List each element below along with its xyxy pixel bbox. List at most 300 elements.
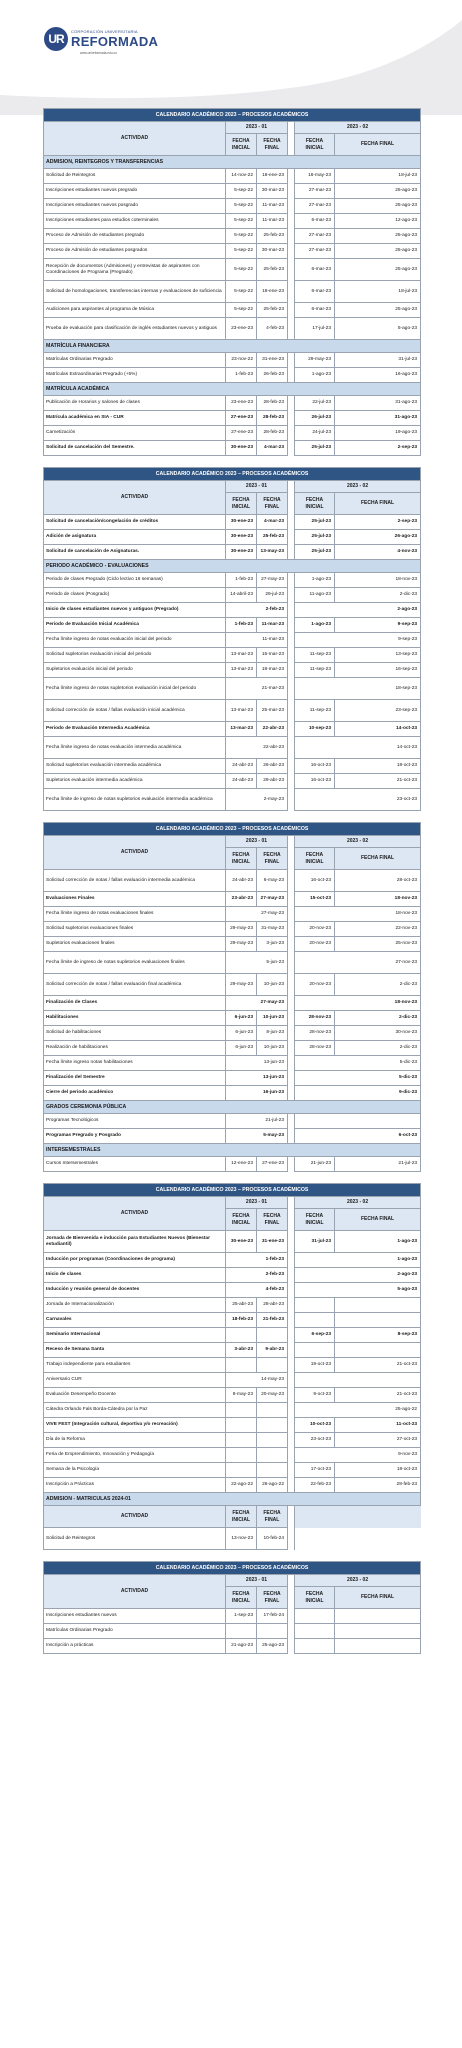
- activity-cell: Matrículas Extraordinarias Pregrado (+5%): [44, 368, 226, 383]
- date-cell: [257, 1624, 288, 1639]
- date-cell: 5-sep-22: [226, 199, 257, 214]
- header-periods-row: [44, 481, 421, 493]
- table-row: [44, 774, 421, 789]
- period-1-header: 2023 - 01: [226, 1575, 288, 1587]
- date-cell: 11-mar-23: [257, 618, 288, 633]
- activity-cell: Solicitud de cancelación/congelación de créditos: [44, 515, 226, 530]
- activity-cell: Solicitud de cancelación del Semestre.: [44, 441, 226, 456]
- period-2-header: 2023 - 02: [295, 1197, 421, 1209]
- table-row: [44, 1403, 421, 1418]
- date-cell: 30-ene-23: [226, 530, 257, 545]
- logo-subtitle: CORPORACIÓN UNIVERSITARIA: [71, 29, 138, 34]
- date-cell: 28-nov-23: [295, 1011, 335, 1026]
- date-cell: 14-nov-22: [226, 169, 257, 184]
- date-cell: 25-jul-23: [295, 545, 335, 560]
- table-row: [44, 244, 421, 259]
- section-header-row: [44, 1101, 421, 1114]
- date-cell: 2-dic-23: [335, 974, 421, 996]
- date-cell: 26-feb-23: [257, 368, 288, 383]
- table-row: [44, 214, 421, 229]
- table-row: [44, 1418, 421, 1433]
- section-header-row: [44, 156, 421, 169]
- activity-header: ACTIVIDAD: [44, 1506, 226, 1528]
- period-1-header: 2023 - 01: [226, 122, 288, 134]
- activity-cell: Fecha límite ingreso de notas evaluación inicial del periodo: [44, 633, 226, 648]
- activity-cell: Carnavales: [44, 1313, 226, 1328]
- section-title: ADMISION - MATRICULAS 2024-01: [44, 1493, 421, 1506]
- date-cell: 6-mar-23: [295, 259, 335, 281]
- date-cell: 23-sep-23: [335, 700, 421, 722]
- date-cell: 11-mar-23: [226, 633, 288, 648]
- date-cell: 11-sep-23: [295, 700, 335, 722]
- activity-cell: Feria de Emprendimiento, Innovación y Pedagogía: [44, 1448, 226, 1463]
- date-cell: [226, 1403, 257, 1418]
- table-row: [44, 1433, 421, 1448]
- table-row: [44, 1114, 421, 1129]
- date-cell: 17-oct-23: [295, 1463, 335, 1478]
- date-cell: [295, 1313, 335, 1328]
- activity-cell: Inducción y reunión general de docentes: [44, 1283, 226, 1298]
- date-cell: 23-oct-23: [295, 789, 421, 811]
- date-cell: 8-sep-23: [335, 1328, 421, 1343]
- date-cell: 16-jun-23: [226, 1086, 288, 1101]
- date-cell: 9-nov-23: [295, 1448, 421, 1463]
- table-row: [44, 1298, 421, 1313]
- date-cell: 10-oct-23: [295, 1418, 335, 1433]
- date-cell: [257, 1448, 288, 1463]
- date-cell: 5-dic-23: [295, 1056, 421, 1071]
- table-row: [44, 678, 421, 700]
- date-cell: 27-mar-23: [295, 244, 335, 259]
- activity-cell: Realización de habilitaciones: [44, 1041, 226, 1056]
- fecha-inicial-header: FECHA INICIAL: [295, 134, 335, 156]
- calendar-table: [43, 822, 421, 1172]
- date-cell: 24-abr-23: [226, 870, 257, 892]
- date-cell: 9-sep-23: [295, 633, 421, 648]
- activity-cell: Inscripciones estudiantes nuevos posgrado: [44, 199, 226, 214]
- table-row: [44, 1086, 421, 1101]
- date-cell: 16-oct-23: [295, 870, 335, 892]
- activity-cell: Supletorios evaluación intermedia académica: [44, 774, 226, 789]
- table-row: [44, 545, 421, 560]
- date-cell: 5-sep-22: [226, 229, 257, 244]
- fecha-final-header: FECHA FINAL: [257, 848, 288, 870]
- date-cell: 28-nov-23: [295, 1026, 335, 1041]
- table-row: [44, 737, 421, 759]
- section-title: ADMISION, REINTEGROS Y TRANSFERENCIAS: [44, 156, 421, 169]
- period-2-header: 2023 - 02: [295, 481, 421, 493]
- date-cell: 6-sep-23: [295, 1328, 335, 1343]
- fecha-inicial-header: FECHA INICIAL: [226, 493, 257, 515]
- date-cell: 29-may-23: [226, 937, 257, 952]
- date-cell: 31-jul-23: [295, 1231, 335, 1253]
- calendar-table: [43, 1561, 421, 1654]
- activity-cell: Fecha límite ingreso de notas supletorios evaluación inicial del periodo: [44, 678, 226, 700]
- logo-url: www.unireformada.edu.co: [80, 51, 117, 55]
- date-cell: 16-oct-23: [295, 774, 335, 789]
- date-cell: 25-ago-23: [335, 259, 421, 281]
- date-cell: 31-ago-23: [335, 396, 421, 411]
- date-cell: 2-dic-23: [335, 1041, 421, 1056]
- date-cell: 10-jun-23: [257, 974, 288, 996]
- table-row: [44, 952, 421, 974]
- date-cell: 27-mar-23: [295, 229, 335, 244]
- date-cell: 16-ago-23: [335, 368, 421, 383]
- activity-cell: Solicitud corrección de notas / fallas evaluación final académica: [44, 974, 226, 996]
- date-cell: 20-nov-23: [295, 937, 335, 952]
- fecha-inicial-header: FECHA INICIAL: [295, 1209, 335, 1231]
- activity-cell: Periodo de clases Pregrado (Ciclo lectivo 16 semanas): [44, 573, 226, 588]
- date-cell: 13-mar-23: [226, 700, 257, 722]
- date-cell: 29-may-23: [226, 974, 257, 996]
- date-cell: [295, 1298, 335, 1313]
- date-cell: [226, 1358, 257, 1373]
- activity-cell: Trabajo independiente para estudiantes: [44, 1358, 226, 1373]
- date-cell: 30-mar-23: [257, 184, 288, 199]
- table-row: [44, 870, 421, 892]
- fecha-final-header: FECHA FINAL: [257, 493, 288, 515]
- table-row: [44, 922, 421, 937]
- date-cell: 21-ago-23: [226, 1639, 257, 1654]
- date-cell: 25-mar-23: [257, 700, 288, 722]
- activity-cell: Aniversario CUR: [44, 1373, 226, 1388]
- calendar-title: CALENDARIO ACADÉMICO 2023 – PROCESOS ACADÉMICOS: [44, 109, 421, 122]
- fecha-final-header: FECHA FINAL: [335, 493, 421, 515]
- academic-calendar: [43, 108, 420, 1665]
- fecha-inicial-header: FECHA INICIAL: [295, 493, 335, 515]
- activity-cell: Fecha límite ingreso notas habilitaciones: [44, 1056, 226, 1071]
- date-cell: 5-sep-22: [226, 259, 257, 281]
- fecha-inicial-header: FECHA INICIAL: [226, 134, 257, 156]
- activity-cell: Inscripciones estudiantes nuevos: [44, 1609, 226, 1624]
- date-cell: 18-ene-23: [257, 281, 288, 303]
- date-cell: 15-mar-23: [257, 648, 288, 663]
- header-periods-row: [44, 836, 421, 848]
- date-cell: [257, 1418, 288, 1433]
- date-cell: 25-ago-23: [335, 244, 421, 259]
- date-cell: 2-feb-23: [226, 1268, 288, 1283]
- table-row: [44, 1056, 421, 1071]
- period-2-header: 2023 - 02: [295, 1575, 421, 1587]
- fecha-inicial-header: FECHA INICIAL: [226, 1506, 257, 1528]
- date-cell: 18-nov-23: [335, 892, 421, 907]
- date-cell: 21-oct-23: [335, 1388, 421, 1403]
- date-cell: 26-ago-23: [335, 530, 421, 545]
- header-periods-row: [44, 1197, 421, 1209]
- table-row: [44, 573, 421, 588]
- date-cell: [295, 1343, 335, 1358]
- activity-header: ACTIVIDAD: [44, 122, 226, 156]
- fecha-final-header: FECHA FINAL: [257, 1209, 288, 1231]
- date-cell: 25-ago-23: [257, 1639, 288, 1654]
- date-cell: 27-may-23: [226, 996, 288, 1011]
- date-cell: 16-may-23: [295, 169, 335, 184]
- date-cell: 6-oct-23: [295, 1129, 421, 1144]
- date-cell: [335, 1343, 421, 1358]
- date-cell: 21-oct-23: [335, 774, 421, 789]
- date-cell: 20-nov-23: [295, 922, 335, 937]
- date-cell: 6-mar-23: [295, 281, 335, 303]
- activity-header: ACTIVIDAD: [44, 1197, 226, 1231]
- date-cell: 25-feb-23: [257, 259, 288, 281]
- date-cell: 29-may-23: [226, 922, 257, 937]
- date-cell: 25-jul-23: [295, 441, 335, 456]
- date-cell: 1-feb-23: [226, 368, 257, 383]
- table-row: [44, 618, 421, 633]
- date-cell: 21-jul-23: [226, 1114, 288, 1129]
- date-cell: 25-ago-23: [335, 303, 421, 318]
- activity-cell: Cierre del periodo académico: [44, 1086, 226, 1101]
- date-cell: 18-nov-23: [295, 907, 421, 922]
- date-cell: 13-may-23: [257, 545, 288, 560]
- table-row: [44, 1328, 421, 1343]
- date-cell: 5-ago-23: [295, 1283, 421, 1298]
- date-cell: 20-may-23: [257, 1388, 288, 1403]
- period-1-header: 2023 - 01: [226, 836, 288, 848]
- date-cell: 11-ago-23: [295, 588, 335, 603]
- activity-cell: Jornada de Internacionalización: [44, 1298, 226, 1313]
- section-title: GRADOS CEREMONIA PÚBLICA: [44, 1101, 421, 1114]
- logo-name: REFORMADA: [71, 34, 159, 49]
- table-row: [44, 1373, 421, 1388]
- activity-cell: Supletorios evaluaciones finales: [44, 937, 226, 952]
- table-row: [44, 996, 421, 1011]
- activity-cell: Solicitud corrección de notas / fallas evaluación intermedia académica: [44, 870, 226, 892]
- fecha-final-header: FECHA FINAL: [257, 1506, 288, 1528]
- table-row: [44, 1313, 421, 1328]
- date-cell: 18-mar-23: [257, 663, 288, 678]
- date-cell: 1-feb-23: [226, 618, 257, 633]
- date-cell: 18-jul-23: [335, 281, 421, 303]
- table-row: [44, 1283, 421, 1298]
- date-cell: 19-ago-23: [335, 426, 421, 441]
- date-cell: 1-ago-23: [295, 573, 335, 588]
- table-row: [44, 648, 421, 663]
- date-cell: 14-oct-23: [295, 737, 421, 759]
- table-row: [44, 281, 421, 303]
- date-cell: [226, 1328, 257, 1343]
- date-cell: 5-ago-23: [335, 318, 421, 340]
- date-cell: 10-feb-24: [257, 1528, 288, 1550]
- date-cell: 4-feb-23: [226, 1283, 288, 1298]
- date-cell: 11-sep-23: [295, 648, 335, 663]
- date-cell: 20-nov-23: [295, 974, 335, 996]
- activity-cell: Proceso de Admisión de estudiantes posgrados: [44, 244, 226, 259]
- date-cell: 9-abr-23: [257, 1343, 288, 1358]
- fecha-inicial-header: FECHA INICIAL: [226, 1209, 257, 1231]
- date-cell: 11-oct-23: [335, 1418, 421, 1433]
- activity-cell: Solicitud de cancelación de Asignaturas.: [44, 545, 226, 560]
- activity-cell: Prueba de evaluación para clasificación de inglés estudiantes nuevos y antiguos: [44, 318, 226, 340]
- activity-cell: Fecha límite ingreso de notas evaluación intermedia académica: [44, 737, 226, 759]
- period-1-header: 2023 - 01: [226, 1197, 288, 1209]
- section-header-row: [44, 340, 421, 353]
- date-cell: [335, 1298, 421, 1313]
- date-cell: 30-nov-23: [335, 1026, 421, 1041]
- date-cell: 25-ago-23: [335, 199, 421, 214]
- date-cell: 18-feb-23: [226, 1313, 257, 1328]
- table-row: [44, 892, 421, 907]
- date-cell: 27-may-23: [226, 907, 288, 922]
- section-title: MATRÍCULA FINANCIERA: [44, 340, 421, 353]
- section-title: INTERSEMESTRALES: [44, 1144, 421, 1157]
- date-cell: 2-ago-23: [295, 1268, 421, 1283]
- activity-cell: Inicio de clases: [44, 1268, 226, 1283]
- fecha-final-header: FECHA FINAL: [335, 1587, 421, 1609]
- date-cell: 22-jul-23: [295, 396, 335, 411]
- date-cell: 22-abr-23: [257, 722, 288, 737]
- date-cell: 3-jun-23: [257, 937, 288, 952]
- header-periods-row: [44, 1575, 421, 1587]
- date-cell: 23-abr-23: [226, 892, 257, 907]
- date-cell: 23-oct-23: [295, 1433, 335, 1448]
- activity-cell: Periodo de clases (Posgrado): [44, 588, 226, 603]
- date-cell: 13-mar-23: [226, 648, 257, 663]
- activity-cell: Solicitud de Reintegros: [44, 1528, 226, 1550]
- date-cell: 1-ago-23: [295, 1253, 421, 1268]
- date-cell: 9-dic-23: [295, 1086, 421, 1101]
- date-cell: 30-ene-23: [226, 1231, 257, 1253]
- date-cell: 25-jul-23: [295, 515, 335, 530]
- date-cell: 6-may-23: [257, 870, 288, 892]
- date-cell: 25-abr-23: [226, 1298, 257, 1313]
- date-cell: [226, 1448, 257, 1463]
- activity-cell: Recepción de documentos (Admisiones) y entrevistas de aspirantes con Coordinaciones de Programa (Pregrado): [44, 259, 226, 281]
- logo-mark-icon: UR: [44, 27, 68, 51]
- date-cell: 18-ene-23: [257, 169, 288, 184]
- activity-cell: Matrícula académica en SIA - CUR: [44, 411, 226, 426]
- activity-header: ACTIVIDAD: [44, 836, 226, 870]
- date-cell: 25-ago-23: [335, 229, 421, 244]
- activity-cell: Carnetización: [44, 426, 226, 441]
- table-row: [44, 937, 421, 952]
- calendar-title-row: [44, 468, 421, 481]
- table-row: [44, 1388, 421, 1403]
- date-cell: 18-jul-23: [335, 169, 421, 184]
- date-cell: 6-jun-23: [226, 1026, 257, 1041]
- activity-cell: Adición de asignatura: [44, 530, 226, 545]
- activity-cell: Programas Tecnológicos: [44, 1114, 226, 1129]
- date-cell: 19-oct-23: [295, 1358, 335, 1373]
- activity-cell: Audiciones para aspirantes al programa de Música: [44, 303, 226, 318]
- date-cell: 27-nov-23: [295, 952, 421, 974]
- section-title: PERIODO ACADÉMICO - EVALUACIONES: [44, 560, 421, 573]
- table-row: [44, 353, 421, 368]
- fecha-inicial-header: FECHA INICIAL: [295, 1587, 335, 1609]
- calendar-title-row: [44, 1562, 421, 1575]
- date-cell: 27-ene-23: [257, 1157, 288, 1172]
- activity-cell: Fecha límite de ingreso de notas supletorios evaluaciones finales: [44, 952, 226, 974]
- activity-cell: Matrículas Ordinarias Pregrado: [44, 353, 226, 368]
- date-cell: 6-mar-23: [295, 303, 335, 318]
- calendar-title: CALENDARIO ACADÉMICO 2023 – PROCESOS ACADÉMICOS: [44, 1562, 421, 1575]
- table-row: [44, 633, 421, 648]
- date-cell: 27-mar-23: [295, 199, 335, 214]
- date-cell: 23-ene-23: [226, 318, 257, 340]
- date-cell: 5-sep-22: [226, 184, 257, 199]
- table-row: [44, 1478, 421, 1493]
- table-row: [44, 1157, 421, 1172]
- date-cell: [257, 1463, 288, 1478]
- activity-cell: Inscripciones estudiantes nuevos pregrado: [44, 184, 226, 199]
- table-row: [44, 974, 421, 996]
- date-cell: [295, 1609, 335, 1624]
- table-row: [44, 411, 421, 426]
- university-logo: [44, 20, 159, 64]
- activity-cell: Receso de Semana Santa: [44, 1343, 226, 1358]
- date-cell: 17-feb-24: [257, 1609, 288, 1624]
- fecha-final-header: FECHA FINAL: [335, 848, 421, 870]
- fecha-final-header: FECHA FINAL: [335, 134, 421, 156]
- activity-cell: Supletorios evaluación inicial del periodo: [44, 663, 226, 678]
- activity-cell: Fecha límite ingreso de notas evaluaciones finales: [44, 907, 226, 922]
- activity-cell: Solicitud supletorios evaluaciones finales: [44, 922, 226, 937]
- table-row: [44, 318, 421, 340]
- date-cell: 16-oct-23: [295, 759, 335, 774]
- activity-cell: Matrículas Ordinarias Pregrado: [44, 1624, 226, 1639]
- date-cell: 8-may-23: [226, 1388, 257, 1403]
- date-cell: 5-may-23: [226, 1129, 288, 1144]
- calendar-title-row: [44, 823, 421, 836]
- date-cell: 2-sep-23: [335, 515, 421, 530]
- activity-cell: Inscripción a prácticas: [44, 1639, 226, 1654]
- date-cell: 31-may-23: [257, 922, 288, 937]
- calendar-title: CALENDARIO ACADÉMICO 2023 – PROCESOS ACADÉMICOS: [44, 823, 421, 836]
- date-cell: 11-mar-23: [257, 199, 288, 214]
- activity-cell: Finalización del Semestre: [44, 1071, 226, 1086]
- date-cell: 12-ago-23: [335, 214, 421, 229]
- activity-cell: Solicitud de Reintegros: [44, 169, 226, 184]
- activity-cell: VIVE FEST (Integración cultural, deportiva y/o recreación): [44, 1418, 226, 1433]
- activity-cell: Evaluación Desempeño Docente: [44, 1388, 226, 1403]
- activity-cell: Jornada de Bienvenida e inducción para Estudiantes Nuevos (Bienestar estudiantil): [44, 1231, 226, 1253]
- date-cell: 26-ago-22: [257, 1478, 288, 1493]
- calendar-title-row: [44, 1184, 421, 1197]
- date-cell: 4-feb-23: [257, 318, 288, 340]
- date-cell: 1-feb-23: [226, 1253, 288, 1268]
- date-cell: [335, 1313, 421, 1328]
- date-cell: 30-mar-23: [257, 244, 288, 259]
- fecha-inicial-header: FECHA INICIAL: [226, 1587, 257, 1609]
- table-row: [44, 1463, 421, 1478]
- activity-header: ACTIVIDAD: [44, 481, 226, 515]
- date-cell: 1-ago-23: [335, 1231, 421, 1253]
- table-row: [44, 515, 421, 530]
- date-cell: [295, 1114, 421, 1129]
- date-cell: 2-dic-23: [335, 588, 421, 603]
- date-cell: 18-sep-23: [295, 678, 421, 700]
- date-cell: 25-feb-23: [257, 303, 288, 318]
- date-cell: 6-mar-23: [295, 214, 335, 229]
- activity-cell: Inducción por programas (Coordinaciones de programa): [44, 1253, 226, 1268]
- admission-header-row: [44, 1506, 421, 1528]
- activity-cell: Solicitud supletorios evaluación inicial del periodo: [44, 648, 226, 663]
- date-cell: 5-dic-23: [295, 1071, 421, 1086]
- date-cell: 27-ene-23: [226, 411, 257, 426]
- table-row: [44, 303, 421, 318]
- date-cell: 25-ago-22: [295, 1403, 421, 1418]
- date-cell: 21-mar-23: [226, 678, 288, 700]
- date-cell: 18-nov-23: [335, 573, 421, 588]
- date-cell: 27-ene-23: [226, 426, 257, 441]
- header-periods-row: [44, 122, 421, 134]
- date-cell: [257, 1403, 288, 1418]
- activity-cell: Seminario Internacional: [44, 1328, 226, 1343]
- date-cell: [335, 1609, 421, 1624]
- date-cell: [257, 1328, 288, 1343]
- date-cell: 23-nov-22: [226, 353, 257, 368]
- table-row: [44, 396, 421, 411]
